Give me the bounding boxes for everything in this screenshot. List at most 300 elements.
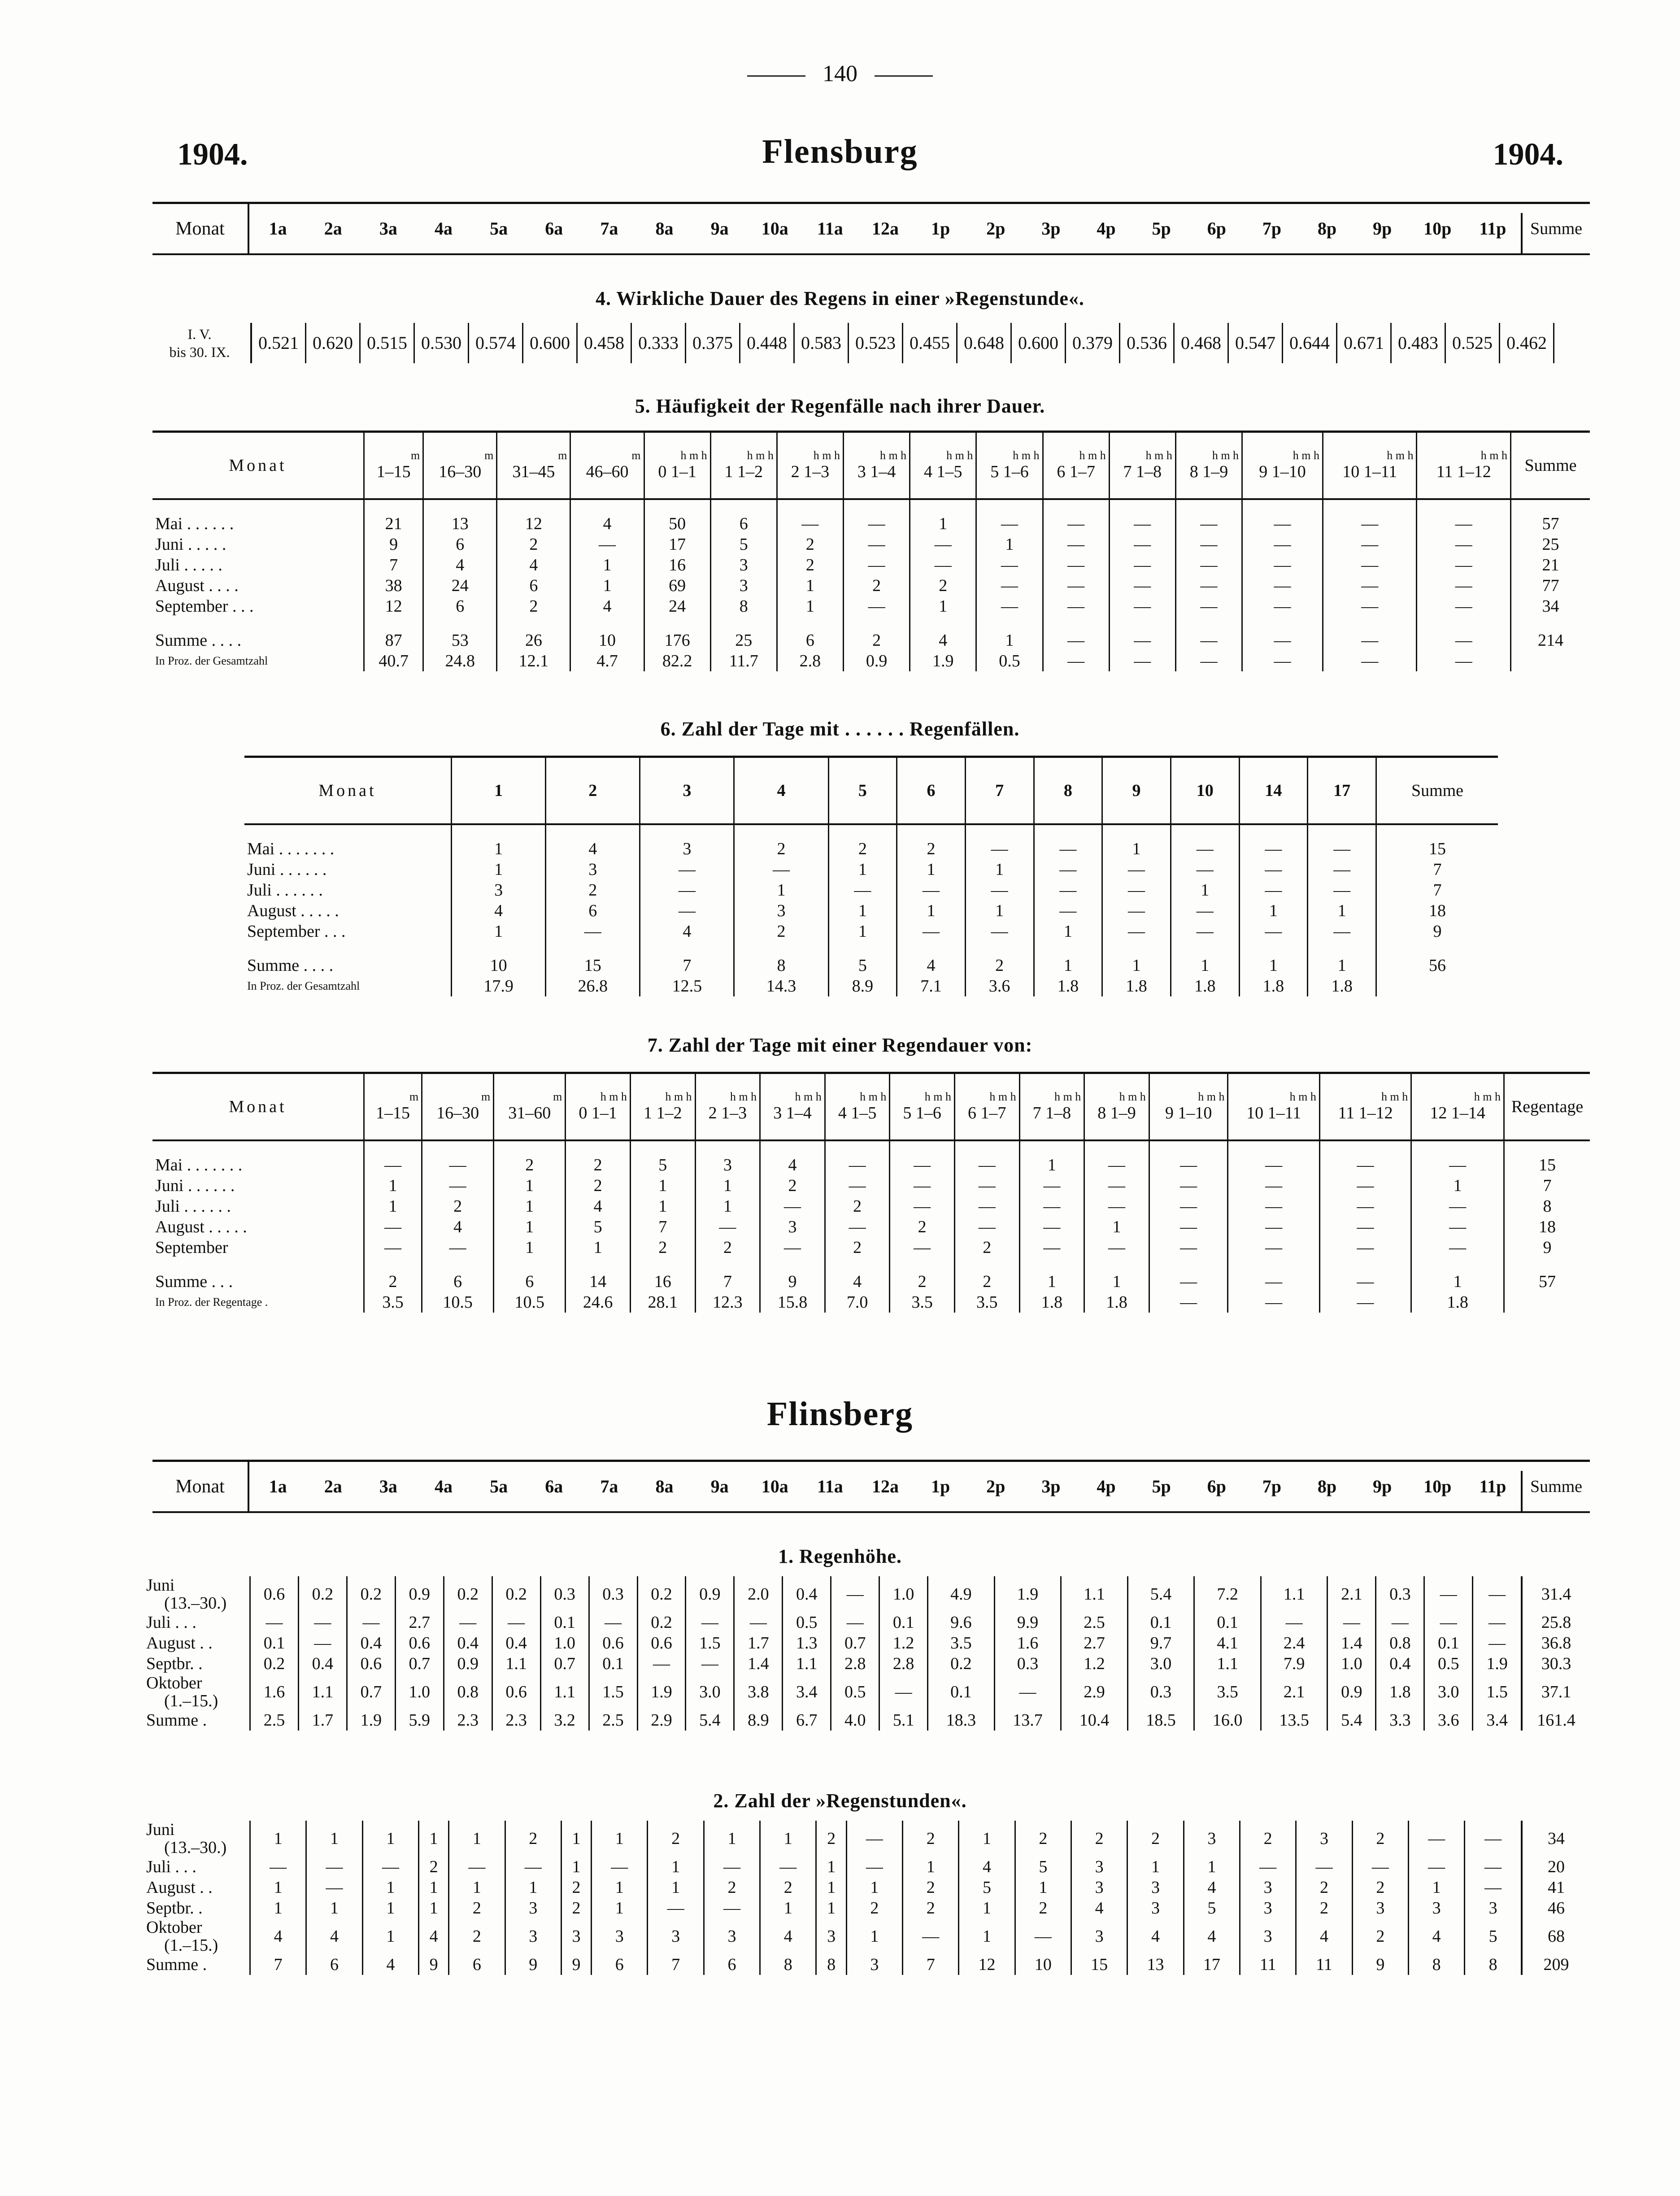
table-cell: 3 (505, 1918, 561, 1954)
column-range: 7 1–8 (1032, 1103, 1071, 1122)
column-header (644, 432, 710, 499)
table-cell: 4 (1408, 1918, 1464, 1954)
table-cell: 15 (1071, 1954, 1127, 1975)
hour-header-16: 5p (1152, 218, 1171, 239)
table-cell: 4 (1071, 1898, 1127, 1918)
row-label: August . . . . . (247, 901, 339, 920)
table-cell: — (1323, 534, 1417, 555)
table-cell: 1 (959, 1918, 1015, 1954)
column-unit: h m h (747, 448, 774, 462)
table-row (152, 1271, 1590, 1292)
row-label: August . . . . . (155, 1217, 247, 1236)
column-header: 17 (1308, 757, 1376, 824)
table-cell: 8 (760, 1954, 816, 1975)
spacer-cell (497, 617, 570, 630)
column-unit: h m h (795, 1090, 822, 1103)
table-cell: 3 (1127, 1877, 1184, 1898)
table-cell: 0.2 (637, 1612, 686, 1633)
duration-value: 0.379 (1066, 323, 1120, 363)
hour-header-15: 4p (1097, 218, 1116, 239)
table-cell: 1 (1171, 955, 1239, 976)
column-unit: h m h (730, 1090, 757, 1103)
table-cell: — (760, 1237, 825, 1258)
table-cell: — (1465, 1821, 1522, 1857)
table-cell: 0.9 (844, 651, 910, 671)
table-cell: 28.1 (630, 1292, 695, 1313)
column-range: 10 1–11 (1342, 462, 1397, 481)
hour-header-12: 1p (931, 1476, 950, 1496)
table-cell: — (1084, 1237, 1149, 1258)
duration-value: 0.515 (361, 323, 415, 363)
table-cell: 9.9 (994, 1612, 1061, 1633)
table-cell: — (1149, 1237, 1228, 1258)
table-cell: 8.9 (828, 976, 897, 996)
table-cell: 1 (816, 1898, 846, 1918)
spacer-cell (423, 617, 497, 630)
table-cell: — (1319, 1196, 1411, 1217)
table-cell: 1.8 (1239, 976, 1308, 996)
table-cell: — (546, 921, 640, 942)
spacer-cell (1034, 942, 1102, 955)
table-cell: 3 (1465, 1898, 1522, 1918)
spacer-cell (1511, 499, 1590, 513)
table-cell: 0.2 (444, 1576, 492, 1612)
duration-value: 0.620 (306, 323, 361, 363)
hour-header-21: 10p (1423, 218, 1452, 239)
flensburg-hours-header (152, 202, 1590, 255)
table-row (144, 1612, 1590, 1633)
table-cell: — (1149, 1217, 1228, 1237)
table-cell: 3 (592, 1918, 648, 1954)
table-cell: — (1308, 880, 1376, 900)
column-range: 3 1–4 (857, 462, 896, 481)
table-cell: — (1171, 859, 1239, 880)
table-row (144, 1898, 1590, 1918)
table-cell: 2 (1240, 1821, 1296, 1857)
table-cell: 1 (449, 1877, 505, 1898)
table-cell: 2 (497, 534, 570, 555)
column-range: 8 1–9 (1189, 462, 1228, 481)
section-7-table-wrap (152, 1072, 1590, 1313)
table-cell: 10 (452, 955, 546, 976)
table-cell: 0.6 (637, 1633, 686, 1653)
table-cell: 2 (897, 839, 966, 859)
table-cell: 41 (1522, 1877, 1590, 1898)
monat-header: Monat (318, 781, 377, 800)
duration-value: 0.648 (958, 323, 1012, 363)
table-cell: 53 (423, 630, 497, 651)
monat-header: Monat (229, 456, 287, 475)
spacer-cell (1417, 499, 1511, 513)
column-range: 9 1–10 (1259, 462, 1306, 481)
monat-header: Monat (152, 204, 249, 253)
table-cell: — (1411, 1155, 1504, 1175)
table-cell: — (825, 1175, 890, 1196)
table-row (152, 555, 1590, 575)
table-cell: — (1417, 630, 1511, 651)
column-range: 1–15 (376, 1103, 410, 1122)
table-cell: 6.7 (783, 1710, 831, 1731)
column-range: 12 1–14 (1430, 1103, 1485, 1122)
table-cell: 21 (1511, 555, 1590, 575)
table-cell: 25.8 (1522, 1612, 1590, 1633)
table-cell: 7 (648, 1954, 704, 1975)
table-cell: 6 (546, 900, 640, 921)
column-header (695, 1073, 760, 1140)
spacer-cell (152, 1258, 364, 1271)
hour-header-18: 7p (1262, 1476, 1282, 1496)
spacer-cell (695, 1140, 760, 1155)
table-cell: — (1043, 534, 1109, 555)
table-cell: 1 (494, 1237, 566, 1258)
table-cell (1376, 976, 1498, 996)
duration-value: 0.462 (1500, 323, 1554, 363)
row-label: September . . . (155, 596, 254, 616)
table-row (144, 1821, 1590, 1857)
table-cell: 1 (592, 1877, 648, 1898)
table-cell: 7 (903, 1954, 959, 1975)
column-range: 0 1–1 (579, 1103, 617, 1122)
table-cell: 2 (1352, 1821, 1408, 1857)
table-cell: 40.7 (364, 651, 423, 671)
row-label: Summe . . . . (247, 956, 334, 975)
duration-value: 0.523 (849, 323, 903, 363)
column-unit: m (631, 448, 641, 462)
table-cell: 3 (1184, 1821, 1240, 1857)
row-label (144, 1612, 250, 1633)
table-cell: 9.7 (1127, 1633, 1194, 1653)
row-label-line: Septbr. . (146, 1899, 203, 1918)
hour-header-15: 4p (1097, 1476, 1116, 1496)
table-cell: 5.4 (686, 1710, 734, 1731)
table-cell: — (298, 1633, 347, 1653)
column-unit: h m h (600, 1090, 627, 1103)
table-cell: 5.4 (1127, 1576, 1194, 1612)
table-cell: 0.3 (1127, 1674, 1194, 1710)
table-cell: 4 (418, 1918, 448, 1954)
spacer-cell (710, 617, 777, 630)
column-header (890, 1073, 955, 1140)
row-label: September . . . (247, 922, 346, 941)
section-4-values (250, 323, 1554, 363)
table-cell: — (965, 921, 1034, 942)
table-row (144, 1877, 1590, 1898)
spacer-cell (760, 1140, 825, 1155)
table-cell: 1.2 (879, 1633, 928, 1653)
spacer-cell (1308, 942, 1376, 955)
table-cell: 1.4 (734, 1653, 783, 1674)
spacer-cell (497, 499, 570, 513)
column-unit: h m h (860, 1090, 887, 1103)
table-cell: — (976, 555, 1043, 575)
table-row (152, 1292, 1590, 1313)
spacer-cell (1511, 617, 1590, 630)
column-header (1417, 432, 1511, 499)
row-label-line: Juni (146, 1820, 175, 1839)
table-cell: 13 (1127, 1954, 1184, 1975)
page-number (0, 61, 1680, 87)
hour-header-1: 2a (324, 1476, 342, 1496)
table-cell: 1 (1127, 1857, 1184, 1877)
table-cell: — (1171, 839, 1239, 859)
table-cell: — (1043, 575, 1109, 596)
row-label: Juli . . . . . . (247, 880, 323, 900)
table-cell: — (1149, 1292, 1228, 1313)
table-cell: 1 (306, 1898, 362, 1918)
column-range: 1–15 (376, 462, 411, 481)
table-cell: 1.1 (783, 1653, 831, 1674)
spacer-cell (364, 617, 423, 630)
row-label (144, 1821, 250, 1857)
duration-value: 0.644 (1283, 323, 1337, 363)
column-range: 16–30 (439, 462, 482, 481)
table-cell: 3 (452, 880, 546, 900)
table-cell: 1.1 (298, 1674, 347, 1710)
section-7-table (152, 1072, 1590, 1313)
table-cell: — (1465, 1877, 1522, 1898)
table-cell: 2 (1296, 1877, 1352, 1898)
spacer-cell (844, 617, 910, 630)
table-cell: 1 (846, 1918, 902, 1954)
table-cell: 3.4 (783, 1674, 831, 1710)
table-cell: 7 (364, 555, 423, 575)
table-cell: 1 (630, 1175, 695, 1196)
spacer-cell (364, 1258, 422, 1271)
hour-header-17: 6p (1207, 218, 1226, 239)
table-cell: 1 (452, 921, 546, 942)
table-cell: 1 (648, 1877, 704, 1898)
page-number-text: 140 (823, 61, 857, 87)
table-cell: 7 (1376, 880, 1498, 900)
spacer-row (244, 824, 1498, 839)
table-cell: 1 (976, 630, 1043, 651)
table-cell: — (422, 1175, 494, 1196)
spacer-cell (910, 499, 976, 513)
table-cell: 2 (846, 1898, 902, 1918)
column-range: 1 1–2 (724, 462, 763, 481)
table-cell: — (1327, 1612, 1376, 1633)
station-title-flensburg: Flensburg (762, 133, 918, 170)
table-cell: 2.5 (250, 1710, 299, 1731)
table-cell: 1 (452, 859, 546, 880)
table-cell: 46 (1522, 1898, 1590, 1918)
table-cell: 2.7 (395, 1612, 444, 1633)
table-cell: 7 (695, 1271, 760, 1292)
spacer-cell (422, 1140, 494, 1155)
table-cell: 3.4 (1473, 1710, 1522, 1731)
table-cell: — (954, 1217, 1019, 1237)
table-cell: — (1308, 921, 1376, 942)
table-cell: 1.9 (637, 1674, 686, 1710)
column-header (1149, 1073, 1228, 1140)
table-cell: 3.0 (1127, 1653, 1194, 1674)
table-cell: 2 (1015, 1821, 1071, 1857)
duration-value: 0.333 (632, 323, 686, 363)
table-cell: 1.4 (1327, 1633, 1376, 1653)
table-cell: 1 (306, 1821, 362, 1857)
row-label: Juni . . . . . . (247, 860, 327, 879)
row-label: Juni . . . . . . (155, 1176, 235, 1195)
table-cell: 3 (710, 555, 777, 575)
table-cell: 1.1 (1194, 1653, 1261, 1674)
table-cell: — (1034, 900, 1102, 921)
table-cell: — (954, 1196, 1019, 1217)
row-label: Mai . . . . . . . (155, 1155, 243, 1174)
table-cell: 2 (505, 1821, 561, 1857)
table-cell: — (589, 1612, 637, 1633)
table-cell: — (1242, 651, 1323, 671)
table-cell: 16.0 (1194, 1710, 1261, 1731)
table-cell: — (1242, 513, 1323, 534)
section-5-title: 5. Häufigkeit der Regenfälle nach ihrer Dauer. (635, 395, 1045, 417)
table-cell: — (1242, 575, 1323, 596)
table-cell: 6 (422, 1271, 494, 1292)
table-cell: 2 (449, 1898, 505, 1918)
spacer-cell (734, 942, 828, 955)
row-label: August . . . . (155, 576, 239, 595)
table-cell: — (846, 1857, 902, 1877)
table-cell: — (1102, 900, 1171, 921)
table-cell: 1 (695, 1196, 760, 1217)
table-cell: — (1417, 513, 1511, 534)
table-cell: — (1084, 1196, 1149, 1217)
spacer-cell (965, 824, 1034, 839)
table-cell: 1.6 (994, 1633, 1061, 1653)
table-cell: — (1228, 1175, 1319, 1196)
table-cell: 15 (1376, 839, 1498, 859)
table-cell: 1 (362, 1877, 418, 1898)
table-cell: — (976, 513, 1043, 534)
table-cell: — (1175, 630, 1242, 651)
row-label-line: Septbr. . (146, 1654, 203, 1673)
table-row (152, 596, 1590, 617)
table-cell: — (1376, 1612, 1424, 1633)
spacer-cell (423, 499, 497, 513)
table-cell: — (1319, 1175, 1411, 1196)
table-cell: 2 (903, 1877, 959, 1898)
table-cell: 2 (704, 1877, 760, 1898)
table-cell: 11 (1296, 1954, 1352, 1975)
column-header: 4 (734, 757, 828, 824)
column-unit: h m h (1145, 448, 1172, 462)
table-cell: 82.2 (644, 651, 710, 671)
table-cell: — (704, 1857, 760, 1877)
spacer-cell (644, 617, 710, 630)
spacer-row (244, 942, 1498, 955)
row-label (144, 1857, 250, 1877)
spacer-cell (1019, 1140, 1084, 1155)
row-label-line: (13.–30.) (164, 1838, 227, 1857)
section-7-title: 7. Zahl der Tage mit einer Regendauer von: (647, 1034, 1033, 1056)
table-row (144, 1653, 1590, 1674)
table-row (152, 1217, 1590, 1237)
table-cell: — (1319, 1217, 1411, 1237)
table-cell: 1 (418, 1898, 448, 1918)
table-cell: 1 (364, 1175, 422, 1196)
hour-header-20: 9p (1373, 218, 1392, 239)
summe-header: Summe (1511, 432, 1590, 499)
table-cell: — (1015, 1918, 1071, 1954)
column-unit: m (481, 1090, 491, 1103)
row-label: Mai . . . . . . . (247, 839, 335, 858)
table-cell: 10.5 (494, 1292, 566, 1313)
table-cell: — (640, 880, 734, 900)
table-cell: — (1411, 1196, 1504, 1217)
table-cell: 1 (494, 1175, 566, 1196)
table-cell: 1 (1015, 1877, 1071, 1898)
table-cell: 5 (710, 534, 777, 555)
duration-value: 0.547 (1229, 323, 1283, 363)
monat-header: Monat (229, 1097, 287, 1116)
table-cell: — (1019, 1196, 1084, 1217)
table-cell: 1 (760, 1898, 816, 1918)
table-cell: 1.5 (1473, 1674, 1522, 1710)
table-cell: — (1175, 575, 1242, 596)
table-cell: 6 (449, 1954, 505, 1975)
column-unit: h m h (1289, 1090, 1316, 1103)
spacer-cell (452, 942, 546, 955)
year-left: 1904. (177, 137, 248, 172)
hour-header-21: 10p (1423, 1476, 1452, 1496)
table-cell: 0.7 (540, 1653, 589, 1674)
table-cell: — (306, 1877, 362, 1898)
table-cell: 5 (828, 955, 897, 976)
spacer-cell (1242, 499, 1323, 513)
table-cell: 1 (250, 1821, 306, 1857)
table-cell: 1.9 (1473, 1653, 1522, 1674)
hour-header-2: 3a (379, 1476, 397, 1496)
spacer-cell (570, 499, 644, 513)
spacer-cell (546, 824, 640, 839)
table-cell: — (890, 1237, 955, 1258)
column-range: 31–45 (512, 462, 555, 481)
spacer-cell (1504, 1140, 1590, 1155)
spacer-cell (734, 824, 828, 839)
table-cell: — (1411, 1237, 1504, 1258)
column-unit: h m h (1079, 448, 1106, 462)
hour-header-6: 7a (600, 1476, 618, 1496)
table-cell: 1 (828, 900, 897, 921)
spacer-cell (1084, 1140, 1149, 1155)
hour-header-7: 8a (655, 218, 674, 239)
column-header: 1 (452, 757, 546, 824)
spacer-cell (1043, 617, 1109, 630)
row-label (144, 1633, 250, 1653)
table-cell: — (422, 1237, 494, 1258)
table-cell: 2 (903, 1821, 959, 1857)
table-cell: — (890, 1175, 955, 1196)
table-row (144, 1918, 1590, 1954)
table-cell: 4 (760, 1918, 816, 1954)
table-cell: 2 (760, 1877, 816, 1898)
table-cell: 1 (630, 1196, 695, 1217)
table-cell: 0.1 (1127, 1612, 1194, 1633)
column-unit: h m h (1013, 448, 1040, 462)
table-cell: 4 (897, 955, 966, 976)
table-cell: 0.6 (492, 1674, 540, 1710)
table-cell: 5 (630, 1155, 695, 1175)
table-cell: 1 (362, 1918, 418, 1954)
table-cell: 3 (760, 1217, 825, 1237)
table-cell: — (965, 880, 1034, 900)
hour-header-9: 10a (761, 218, 788, 239)
table-cell: 1 (976, 534, 1043, 555)
column-header: 8 (1034, 757, 1102, 824)
section-4-title: 4. Wirkliche Dauer des Regens in einer »Regenstunde«. (596, 287, 1084, 309)
column-header (710, 432, 777, 499)
table-cell: 2 (954, 1271, 1019, 1292)
table-cell: 1 (364, 1196, 422, 1217)
